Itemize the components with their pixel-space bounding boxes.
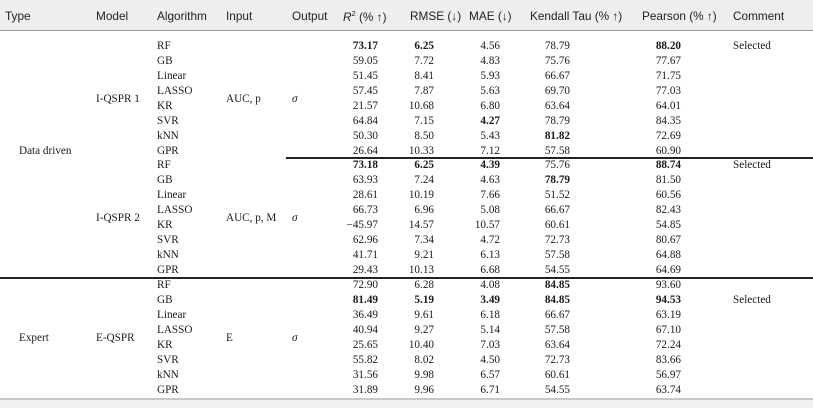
cell-pearson: 84.35 xyxy=(655,114,681,127)
cell-alg: LASSO xyxy=(157,84,193,97)
cell-r2: 36.49 xyxy=(352,308,378,321)
cell-rmse: 8.50 xyxy=(414,129,434,142)
header-r2-sup: 2 xyxy=(351,9,356,18)
cell-r2: 59.05 xyxy=(352,54,378,67)
cell-mae: 5.93 xyxy=(480,69,500,82)
cell-r2: 40.94 xyxy=(352,323,378,336)
cell-r2: 29.43 xyxy=(352,263,378,276)
cell-alg: kNN xyxy=(157,129,179,142)
cell-kendall: 66.67 xyxy=(544,69,570,82)
cell-rmse: 10.33 xyxy=(408,144,434,157)
cell-mae: 4.08 xyxy=(480,279,500,291)
cell-mae: 6.71 xyxy=(480,383,500,396)
cell-mae: 10.57 xyxy=(474,218,500,231)
cell-kendall: 78.79 xyxy=(544,114,570,127)
cell-mae: 7.66 xyxy=(480,188,500,201)
cell-rmse: 9.96 xyxy=(414,383,434,396)
cell-rmse: 6.28 xyxy=(414,279,434,291)
cell-rmse: 7.15 xyxy=(414,114,434,127)
header-rmse: RMSE (↓) xyxy=(410,9,462,23)
header-r2-base: R xyxy=(343,9,352,24)
cell-alg: KR xyxy=(157,99,173,112)
header-r2 xyxy=(343,9,387,24)
cell-kendall: 54.55 xyxy=(544,383,570,396)
cell-r2: 26.64 xyxy=(352,144,378,157)
cell-alg: GPR xyxy=(157,144,179,157)
cell-kendall: 72.73 xyxy=(544,233,570,246)
cell-pearson: 72.69 xyxy=(655,129,681,142)
cell-r2: 72.90 xyxy=(352,279,378,291)
cell-r2: 63.93 xyxy=(352,173,378,186)
cell-pearson: 64.88 xyxy=(655,248,681,261)
cell-pearson: 80.67 xyxy=(655,233,681,246)
cell-alg: Linear xyxy=(157,69,187,82)
cell-mae: 7.03 xyxy=(480,338,500,351)
cell-mae: 4.50 xyxy=(480,353,500,366)
cell-rmse: 10.40 xyxy=(408,338,434,351)
cell-rmse: 7.34 xyxy=(414,233,434,246)
cell-rmse: 6.96 xyxy=(414,203,434,216)
group-model: I-QSPR 2 xyxy=(96,211,140,224)
cell-r2: 31.56 xyxy=(352,368,378,381)
cell-r2: 81.49 xyxy=(352,293,378,306)
cell-pearson: 83.66 xyxy=(655,353,681,366)
header-model: Model xyxy=(96,9,129,23)
cell-rmse: 9.21 xyxy=(414,248,434,261)
cell-comment: Selected xyxy=(733,159,771,171)
table-header xyxy=(0,0,813,30)
cell-alg: GB xyxy=(157,173,173,186)
cell-mae: 4.56 xyxy=(480,40,500,52)
cell-alg: SVR xyxy=(157,233,179,246)
group-divider-2 xyxy=(0,277,813,279)
group-output: σ xyxy=(292,211,298,224)
cell-comment: Selected xyxy=(733,40,771,52)
cell-r2: 64.84 xyxy=(352,114,378,127)
cell-pearson: 63.19 xyxy=(655,308,681,321)
group-divider-1 xyxy=(286,157,813,159)
cell-rmse: 9.61 xyxy=(414,308,434,321)
table-bottom-rule xyxy=(0,398,813,408)
cell-mae: 4.27 xyxy=(480,114,500,127)
header-input: Input xyxy=(226,9,253,23)
cell-pearson: 67.10 xyxy=(655,323,681,336)
cell-r2: 66.73 xyxy=(352,203,378,216)
cell-pearson: 64.01 xyxy=(655,99,681,112)
cell-alg: Linear xyxy=(157,188,187,201)
cell-mae: 5.08 xyxy=(480,203,500,216)
cell-alg: GB xyxy=(157,54,173,67)
cell-kendall: 72.73 xyxy=(544,353,570,366)
cell-alg: kNN xyxy=(157,248,179,261)
cell-alg: GPR xyxy=(157,383,179,396)
cell-rmse: 7.87 xyxy=(414,84,434,97)
cell-kendall: 57.58 xyxy=(544,144,570,157)
cell-r2: 41.71 xyxy=(352,248,378,261)
cell-rmse: 7.24 xyxy=(414,173,434,186)
cell-kendall: 57.58 xyxy=(544,323,570,336)
cell-rmse: 14.57 xyxy=(408,218,434,231)
cell-r2: 62.96 xyxy=(352,233,378,246)
cell-pearson: 94.53 xyxy=(655,293,681,306)
header-comment: Comment xyxy=(733,9,785,23)
cell-kendall: 66.67 xyxy=(544,203,570,216)
group-input: AUC, p xyxy=(226,92,261,105)
cell-rmse: 10.19 xyxy=(408,188,434,201)
cell-r2: 50.30 xyxy=(352,129,378,142)
cell-mae: 3.49 xyxy=(480,293,500,306)
cell-pearson: 64.69 xyxy=(655,263,681,276)
header-rule xyxy=(0,30,813,31)
cell-r2: 28.61 xyxy=(352,188,378,201)
cell-alg: RF xyxy=(157,279,171,291)
cell-pearson: 63.74 xyxy=(655,383,681,396)
cell-kendall: 63.64 xyxy=(544,99,570,112)
cell-pearson: 88.20 xyxy=(655,40,681,52)
cell-kendall: 60.61 xyxy=(544,218,570,231)
cell-alg: RF xyxy=(157,40,171,52)
cell-pearson: 77.03 xyxy=(655,84,681,97)
header-mae: MAE (↓) xyxy=(469,9,512,23)
cell-pearson: 54.85 xyxy=(655,218,681,231)
cell-kendall: 54.55 xyxy=(544,263,570,276)
cell-kendall: 84.85 xyxy=(544,293,570,306)
cell-mae: 4.72 xyxy=(480,233,500,246)
cell-r2: 25.65 xyxy=(352,338,378,351)
cell-rmse: 9.27 xyxy=(414,323,434,336)
group-model: E-QSPR xyxy=(96,331,135,344)
cell-kendall: 84.85 xyxy=(544,279,570,291)
cell-pearson: 82.43 xyxy=(655,203,681,216)
cell-mae: 6.80 xyxy=(480,99,500,112)
group-output: σ xyxy=(292,331,298,344)
cell-kendall: 75.76 xyxy=(544,54,570,67)
cell-alg: LASSO xyxy=(157,323,193,336)
cell-kendall: 75.76 xyxy=(544,159,570,171)
cell-kendall: 69.70 xyxy=(544,84,570,97)
cell-alg: GB xyxy=(157,293,173,306)
cell-alg: RF xyxy=(157,159,171,171)
cell-kendall: 66.67 xyxy=(544,308,570,321)
header-type: Type xyxy=(5,9,31,23)
cell-pearson: 60.56 xyxy=(655,188,681,201)
cell-mae: 6.18 xyxy=(480,308,500,321)
cell-pearson: 71.75 xyxy=(655,69,681,82)
cell-r2: 55.82 xyxy=(352,353,378,366)
group-input: E xyxy=(226,331,233,344)
cell-kendall: 57.58 xyxy=(544,248,570,261)
cell-alg: SVR xyxy=(157,114,179,127)
cell-rmse: 10.13 xyxy=(408,263,434,276)
cell-alg: kNN xyxy=(157,368,179,381)
group-type: Expert xyxy=(19,331,49,344)
cell-pearson: 93.60 xyxy=(655,279,681,291)
cell-mae: 4.63 xyxy=(480,173,500,186)
cell-r2: 51.45 xyxy=(352,69,378,82)
cell-alg: LASSO xyxy=(157,203,193,216)
cell-alg: Linear xyxy=(157,308,187,321)
cell-kendall: 60.61 xyxy=(544,368,570,381)
cell-rmse: 10.68 xyxy=(408,99,434,112)
cell-pearson: 72.24 xyxy=(655,338,681,351)
cell-alg: KR xyxy=(157,218,173,231)
cell-alg: KR xyxy=(157,338,173,351)
cell-alg: GPR xyxy=(157,263,179,276)
cell-rmse: 7.72 xyxy=(414,54,434,67)
cell-rmse: 9.98 xyxy=(414,368,434,381)
cell-mae: 5.63 xyxy=(480,84,500,97)
cell-rmse: 5.19 xyxy=(414,293,434,306)
cell-rmse: 6.25 xyxy=(414,159,434,171)
cell-pearson: 81.50 xyxy=(655,173,681,186)
cell-mae: 4.83 xyxy=(480,54,500,67)
header-pearson: Pearson (% ↑) xyxy=(642,9,717,23)
cell-pearson: 77.67 xyxy=(655,54,681,67)
cell-rmse: 8.02 xyxy=(414,353,434,366)
cell-alg: SVR xyxy=(157,353,179,366)
cell-mae: 4.39 xyxy=(480,159,500,171)
cell-rmse: 8.41 xyxy=(414,69,434,82)
cell-comment: Selected xyxy=(733,293,771,306)
header-output: Output xyxy=(292,9,328,23)
cell-r2: −45.97 xyxy=(346,218,378,231)
header-algorithm: Algorithm xyxy=(157,9,207,23)
cell-kendall: 81.82 xyxy=(544,129,570,142)
group-model: I-QSPR 1 xyxy=(96,92,140,105)
cell-mae: 6.13 xyxy=(480,248,500,261)
cell-pearson: 88.74 xyxy=(655,159,681,171)
cell-mae: 6.57 xyxy=(480,368,500,381)
header-r2-tail: (% ↑) xyxy=(355,9,387,24)
cell-rmse: 6.25 xyxy=(414,40,434,52)
cell-kendall: 78.79 xyxy=(544,40,570,52)
cell-r2: 31.89 xyxy=(352,383,378,396)
group-output: σ xyxy=(292,92,298,105)
group-input: AUC, p, M xyxy=(226,211,277,224)
cell-mae: 7.12 xyxy=(480,144,500,157)
cell-pearson: 60.90 xyxy=(655,144,681,157)
cell-r2: 57.45 xyxy=(352,84,378,97)
cell-r2: 73.18 xyxy=(352,159,378,171)
header-kendall: Kendall Tau (% ↑) xyxy=(530,9,623,23)
cell-mae: 5.43 xyxy=(480,129,500,142)
cell-kendall: 51.52 xyxy=(544,188,570,201)
group-type: Data driven xyxy=(19,145,72,157)
cell-r2: 21.57 xyxy=(352,99,378,112)
cell-kendall: 78.79 xyxy=(544,173,570,186)
cell-mae: 6.68 xyxy=(480,263,500,276)
cell-mae: 5.14 xyxy=(480,323,500,336)
cell-r2: 73.17 xyxy=(352,40,378,52)
cell-kendall: 63.64 xyxy=(544,338,570,351)
cell-pearson: 56.97 xyxy=(655,368,681,381)
